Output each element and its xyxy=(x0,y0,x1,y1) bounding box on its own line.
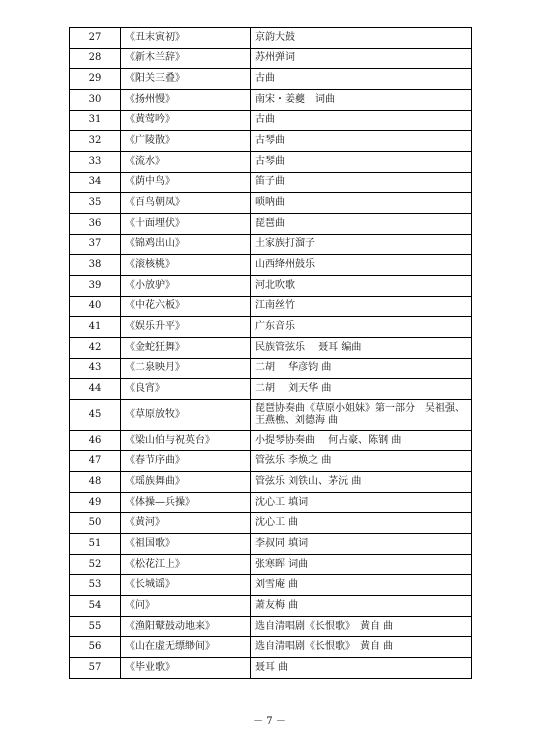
piece-description: 京韵大鼓 xyxy=(251,28,472,49)
piece-title: 《良宵》 xyxy=(121,379,251,400)
row-number: 41 xyxy=(70,317,121,338)
row-number: 30 xyxy=(70,89,121,110)
piece-description: 古曲 xyxy=(251,69,472,90)
table-row xyxy=(70,616,472,637)
piece-description: 二胡 华彦钧 曲 xyxy=(251,358,472,379)
row-number: 40 xyxy=(70,296,121,317)
table-row xyxy=(70,255,472,276)
piece-title: 《长城谣》 xyxy=(121,575,251,596)
table-row xyxy=(70,513,472,534)
piece-title: 《新木兰辞》 xyxy=(121,48,251,69)
piece-description: 李叔同 填词 xyxy=(251,534,472,555)
piece-description: 沈心工 填词 xyxy=(251,492,472,513)
table-row xyxy=(70,317,472,338)
page-number: － 7 － xyxy=(253,716,286,727)
piece-description: 小提琴协奏曲 何占豪、陈钢 曲 xyxy=(251,430,472,451)
piece-title: 《黄莺吟》 xyxy=(121,110,251,131)
row-number: 42 xyxy=(70,337,121,358)
row-number: 51 xyxy=(70,534,121,555)
piece-title: 《春节序曲》 xyxy=(121,451,251,472)
row-number: 55 xyxy=(70,616,121,637)
row-number: 31 xyxy=(70,110,121,131)
row-number: 37 xyxy=(70,234,121,255)
table-row xyxy=(70,554,472,575)
piece-description: 苏州弹词 xyxy=(251,48,472,69)
row-number: 57 xyxy=(70,658,121,679)
piece-title: 《扬州慢》 xyxy=(121,89,251,110)
piece-description: 琵琶曲 xyxy=(251,213,472,234)
row-number: 35 xyxy=(70,193,121,214)
piece-title: 《草原放牧》 xyxy=(121,399,251,430)
piece-description: 古琴曲 xyxy=(251,131,472,152)
piece-title: 《滚核桃》 xyxy=(121,255,251,276)
piece-title: 《松花江上》 xyxy=(121,554,251,575)
table-row xyxy=(70,430,472,451)
row-number: 44 xyxy=(70,379,121,400)
piece-description: 广东音乐 xyxy=(251,317,472,338)
piece-title: 《瑶族舞曲》 xyxy=(121,472,251,493)
row-number: 32 xyxy=(70,131,121,152)
piece-description: 萧友梅 曲 xyxy=(251,596,472,617)
row-number: 50 xyxy=(70,513,121,534)
piece-title: 《锦鸡出山》 xyxy=(121,234,251,255)
table-row xyxy=(70,151,472,172)
piece-description: 刘雪庵 曲 xyxy=(251,575,472,596)
row-number: 52 xyxy=(70,554,121,575)
piece-title: 《阳关三叠》 xyxy=(121,69,251,90)
table-row xyxy=(70,575,472,596)
row-number: 39 xyxy=(70,275,121,296)
table-row xyxy=(70,172,472,193)
piece-title: 《丑末寅初》 xyxy=(121,28,251,49)
table-row xyxy=(70,472,472,493)
table-row xyxy=(70,69,472,90)
piece-title: 《娱乐升平》 xyxy=(121,317,251,338)
piece-description: 聂耳 曲 xyxy=(251,658,472,679)
piece-title: 《荫中鸟》 xyxy=(121,172,251,193)
piece-title: 《十面埋伏》 xyxy=(121,213,251,234)
music-list-table xyxy=(69,27,472,679)
piece-description: 选自清唱剧《长恨歌》 黄自 曲 xyxy=(251,637,472,658)
piece-description: 古曲 xyxy=(251,110,472,131)
row-number: 45 xyxy=(70,399,121,430)
piece-description: 山西绛州鼓乐 xyxy=(251,255,472,276)
piece-title: 《金蛇狂舞》 xyxy=(121,337,251,358)
piece-description: 唢呐曲 xyxy=(251,193,472,214)
table-row xyxy=(70,337,472,358)
piece-title: 《毕业歌》 xyxy=(121,658,251,679)
row-number: 56 xyxy=(70,637,121,658)
piece-title: 《流水》 xyxy=(121,151,251,172)
row-number: 34 xyxy=(70,172,121,193)
table-row xyxy=(70,234,472,255)
table-row xyxy=(70,89,472,110)
piece-description: 琵琶协奏曲《草原小姐妹》第一部分 吴祖强、王燕樵、刘德海 曲 xyxy=(251,399,472,430)
table-row xyxy=(70,658,472,679)
row-number: 54 xyxy=(70,596,121,617)
table-row xyxy=(70,110,472,131)
table-row xyxy=(70,131,472,152)
piece-title: 《体操—兵操》 xyxy=(121,492,251,513)
piece-title: 《梁山伯与祝英台》 xyxy=(121,430,251,451)
table-row xyxy=(70,275,472,296)
row-number: 49 xyxy=(70,492,121,513)
table-row xyxy=(70,213,472,234)
piece-description: 土家族打溜子 xyxy=(251,234,472,255)
row-number: 38 xyxy=(70,255,121,276)
table-row xyxy=(70,296,472,317)
piece-description: 管弦乐 刘铁山、茅沅 曲 xyxy=(251,472,472,493)
row-number: 47 xyxy=(70,451,121,472)
piece-description: 管弦乐 李焕之 曲 xyxy=(251,451,472,472)
row-number: 29 xyxy=(70,69,121,90)
piece-title: 《广陵散》 xyxy=(121,131,251,152)
piece-title: 《山在虚无缥缈间》 xyxy=(121,637,251,658)
piece-title: 《二泉映月》 xyxy=(121,358,251,379)
piece-title: 《百鸟朝凤》 xyxy=(121,193,251,214)
piece-description: 张寒晖 词曲 xyxy=(251,554,472,575)
piece-title: 《祖国歌》 xyxy=(121,534,251,555)
piece-title: 《渔阳鼙鼓动地来》 xyxy=(121,616,251,637)
piece-description: 民族管弦乐 聂耳 编曲 xyxy=(251,337,472,358)
row-number: 48 xyxy=(70,472,121,493)
table-row xyxy=(70,399,472,430)
table-row xyxy=(70,596,472,617)
row-number: 36 xyxy=(70,213,121,234)
piece-description: 古琴曲 xyxy=(251,151,472,172)
row-number: 43 xyxy=(70,358,121,379)
piece-title: 《问》 xyxy=(121,596,251,617)
piece-title: 《黄河》 xyxy=(121,513,251,534)
row-number: 28 xyxy=(70,48,121,69)
piece-title: 《中花六板》 xyxy=(121,296,251,317)
row-number: 46 xyxy=(70,430,121,451)
table-row xyxy=(70,358,472,379)
table-row xyxy=(70,451,472,472)
table-row xyxy=(70,379,472,400)
table-row xyxy=(70,28,472,49)
piece-title: 《小放驴》 xyxy=(121,275,251,296)
piece-description: 沈心工 曲 xyxy=(251,513,472,534)
row-number: 27 xyxy=(70,28,121,49)
row-number: 33 xyxy=(70,151,121,172)
piece-description: 河北吹歌 xyxy=(251,275,472,296)
piece-description: 二胡 刘天华 曲 xyxy=(251,379,472,400)
piece-description: 选自清唱剧《长恨歌》 黄自 曲 xyxy=(251,616,472,637)
table-row xyxy=(70,637,472,658)
piece-description: 南宋・姜夔 词曲 xyxy=(251,89,472,110)
table-row xyxy=(70,534,472,555)
table-row xyxy=(70,492,472,513)
piece-description: 江南丝竹 xyxy=(251,296,472,317)
table-body xyxy=(70,28,472,679)
row-number: 53 xyxy=(70,575,121,596)
table-row xyxy=(70,48,472,69)
piece-description: 笛子曲 xyxy=(251,172,472,193)
table-row xyxy=(70,193,472,214)
